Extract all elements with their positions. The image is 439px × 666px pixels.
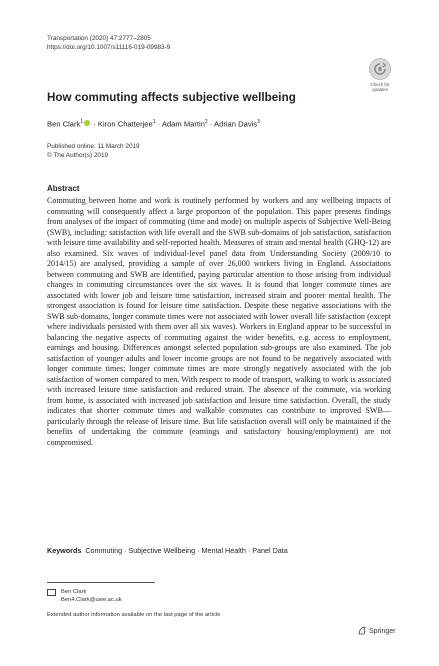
publisher-name: Springer [369, 628, 396, 635]
author-separator: · [207, 119, 215, 129]
check-updates-icon [369, 58, 391, 80]
check-updates-line1: Check for [370, 82, 390, 87]
author-separator: · [155, 119, 162, 129]
author-separator: · [91, 119, 98, 129]
abstract-text: Commuting between home and work is routinely performed by workers and any wellbeing impacts of commuting will consequently affect a large proportion of the population. This paper presents findings from analyses of the impact of commuting (time and mode) on multiple aspects of Subjective Well-Being (SWB), including: satisfaction with life overall and the SWB sub-domains of job satisfaction, satisfaction with leisure time availability and self-reported health. Measures of strain and mental health (GHQ-12) are also examined. Six waves of individual-level panel data from Understanding Society (2009/10 to 2014/15) are analysed, providing a sample of over 26,000 workers living in England. Associations between commuting and SWB are identified, paying particular attention to those arising from individual changes in commuting circumstances over the six waves. It is found that longer commute times are associated with lower job and leisure time satisfaction, increased strain and poorer mental health. The strongest association is found for leisure time satisfaction. Despite these negative associations with the SWB sub-domains, longer commute times were not associated with lower overall life satisfaction (except where individuals persisted with them over all six waves). Workers in England appear to be successful in balancing the negative aspects of commuting against the wider benefits, e.g. access to employment, earnings and housing. Differences amongst selected population sub-groups are also examined. The job satisfaction of younger adults and lower income groups are not found to be negatively associated with longer commute times; longer commute times are more strongly negatively associated with the job satisfaction of women compared to men. With respect to mode of transport, walking to work is associated with increased leisure time satisfaction and reduced strain. The absence of the commute, via working from home, is associated with increased job satisfaction and leisure time satisfaction. Overall, the study indicates that shorter commute times and walkable commutes can contribute to improved SWB—particularly through the release of leisure time. But life satisfaction overall will only be maintained if the benefits of undertaking the commute (earnings and satisfactory housing/employment) are not compromised. [47, 196, 391, 447]
author-name[interactable]: Kiron Chatterjee [97, 119, 153, 129]
author-affiliation: 1 [152, 119, 156, 125]
published-date: Published online: 11 March 2019 [47, 143, 140, 150]
author-affiliation: 3 [257, 119, 260, 125]
doi-link[interactable]: https://doi.org/10.1007/s11116-019-09983-9 [47, 44, 171, 51]
keywords-list: Commuting · Subjective Wellbeing · Mental Health · Panel Data [85, 546, 288, 555]
author-name[interactable]: Ben Clark [47, 119, 81, 129]
corresponding-author [47, 588, 122, 604]
publisher-logo [358, 626, 395, 635]
author-affiliation: 2 [204, 119, 208, 125]
extended-author-note: Extended author information available on the last page of the article [47, 612, 221, 618]
contact-email[interactable]: Ben4.Clark@uwe.ac.uk [61, 597, 122, 603]
footnote-divider [47, 582, 155, 583]
author-name[interactable]: Adrian Davis [214, 119, 258, 129]
article-title: How commuting affects subjective wellbeing [47, 91, 296, 104]
author-list [47, 119, 260, 129]
envelope-icon [47, 589, 56, 596]
author-affiliation: 1 [80, 119, 84, 125]
check-updates-line2: updates [371, 87, 388, 92]
author-name[interactable]: Adam Martin [161, 119, 205, 129]
contact-name: Ben Clark [61, 589, 87, 595]
journal-header [47, 34, 170, 52]
springer-horse-icon [358, 626, 367, 635]
abstract-heading: Abstract [47, 184, 80, 193]
check-for-updates-badge[interactable] [366, 58, 394, 94]
journal-citation: Transportation (2020) 47:2777–2805 [47, 35, 151, 42]
copyright-notice: © The Author(s) 2019 [47, 151, 109, 159]
publication-info [47, 143, 140, 160]
keywords-line [47, 546, 288, 555]
keywords-label: Keywords [47, 546, 82, 555]
orcid-icon[interactable] [84, 120, 90, 126]
